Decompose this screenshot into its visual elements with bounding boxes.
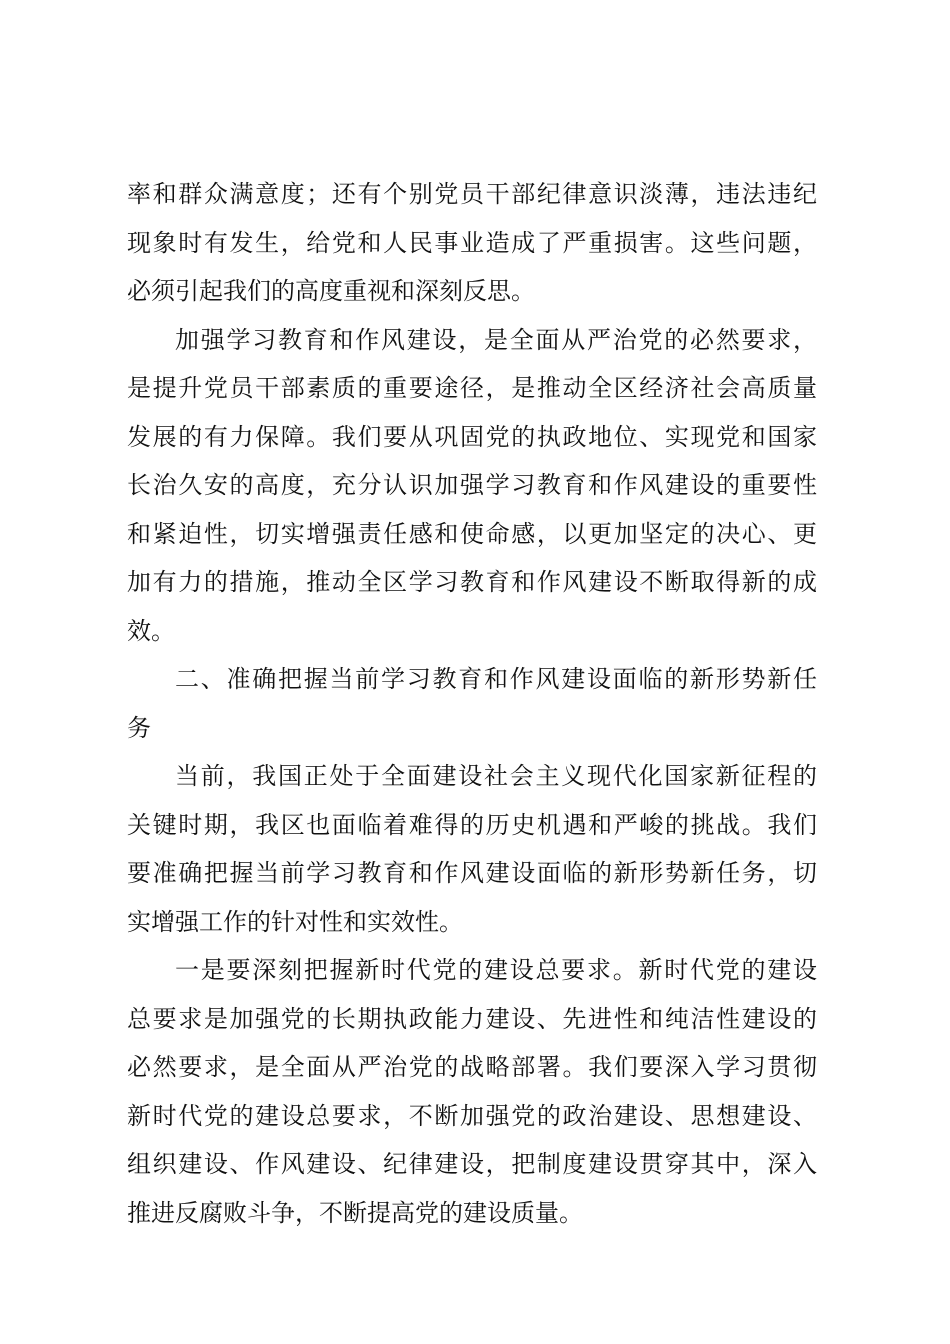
paragraph-continuation: [127, 170, 817, 316]
text-line: 率和群众满意度；还有个别党员干部纪律意识淡薄，违法违纪: [127, 180, 817, 208]
heading-line: 二、准确把握当前学习教育和作风建设面临的新形势新任: [175, 665, 817, 693]
text-line: 必须引起我们的高度重视和深刻反思。: [127, 277, 535, 305]
text-line: 当前，我国正处于全面建设社会主义现代化国家新征程的: [175, 762, 817, 790]
text-line: 组织建设、作风建设、纪律建设，把制度建设贯穿其中，深入: [127, 1150, 817, 1178]
text-line: 和紧迫性，切实增强责任感和使命感，以更加坚定的决心、更: [127, 519, 817, 548]
text-line: 效。: [127, 616, 175, 645]
text-line: 必然要求，是全面从严治党的战略部署。我们要深入学习贯彻: [127, 1053, 817, 1081]
text-line: 一是要深刻把握新时代党的建设总要求。新时代党的建设: [175, 956, 817, 984]
paragraph: [127, 752, 817, 946]
text-line: 推进反腐败斗争，不断提高党的建设质量。: [127, 1198, 583, 1227]
text-line: 新时代党的建设总要求，不断加强党的政治建设、思想建设、: [127, 1101, 817, 1130]
text-line: 是提升党员干部素质的重要途径，是推动全区经济社会高质量: [127, 374, 817, 402]
text-line: 关键时期，我区也面临着难得的历史机遇和严峻的挑战。我们: [127, 810, 817, 839]
text-line: 总要求是加强党的长期执政能力建设、先进性和纯洁性建设的: [127, 1004, 817, 1033]
paragraph: [127, 946, 817, 1237]
text-line: 长治久安的高度，充分认识加强学习教育和作风建设的重要性: [127, 471, 817, 499]
section-heading: [127, 655, 817, 752]
document-body: [127, 170, 817, 1237]
paragraph: [127, 316, 817, 656]
text-line: 实增强工作的针对性和实效性。: [127, 907, 463, 936]
text-line: 加强学习教育和作风建设，是全面从严治党的必然要求，: [175, 325, 817, 354]
text-line: 现象时有发生，给党和人民事业造成了严重损害。这些问题，: [127, 228, 817, 257]
text-line: 加有力的措施，推动全区学习教育和作风建设不断取得新的成: [127, 568, 817, 596]
text-line: 发展的有力保障。我们要从巩固党的执政地位、实现党和国家: [127, 422, 817, 451]
text-line: 要准确把握当前学习教育和作风建设面临的新形势新任务，切: [127, 859, 817, 887]
heading-line: 务: [127, 713, 151, 742]
